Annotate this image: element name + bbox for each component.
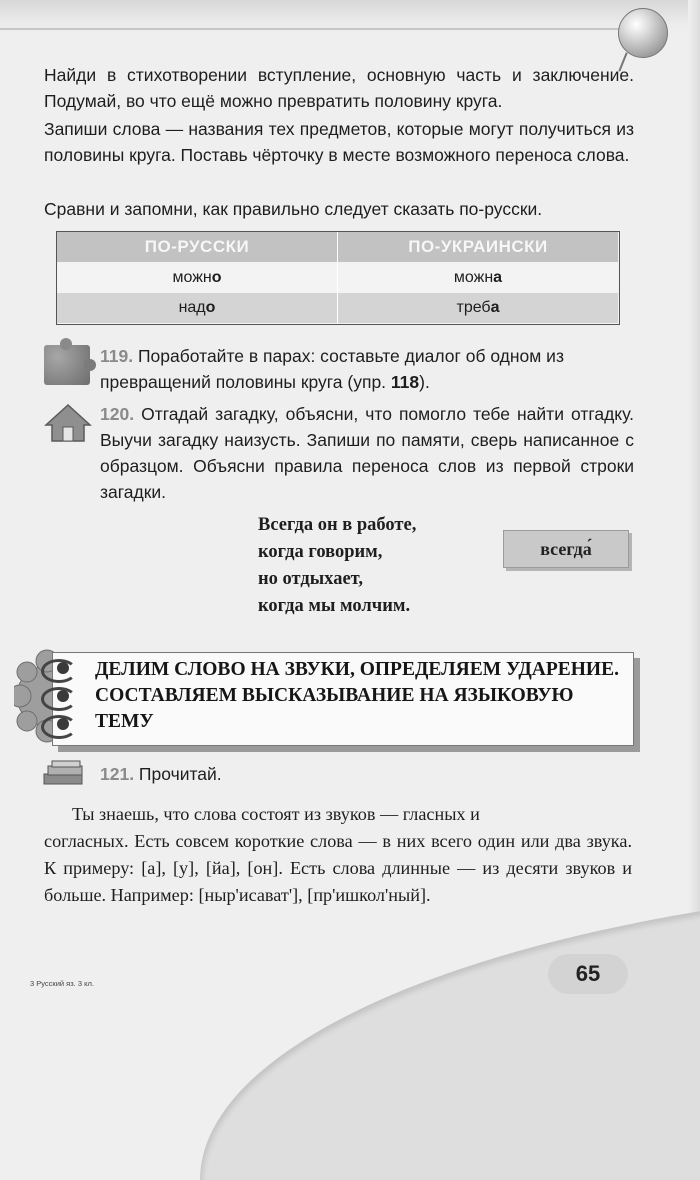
intro-paragraph-1: Найди в стихотворении вступление, основную часть и заключение. Подумай, во что ещё можно превратить половину круга.	[44, 65, 634, 111]
table-cell-ru-1	[57, 263, 337, 293]
exercise-number: 119.	[100, 346, 134, 366]
vocabulary-word-box: всегда́	[503, 530, 629, 568]
table-header-russian: ПО-РУССКИ	[57, 232, 337, 262]
riddle-poem	[258, 512, 416, 620]
cell-ending: а	[490, 299, 500, 316]
cell-stem: треб	[456, 299, 491, 316]
cell-ending: о	[205, 299, 216, 316]
riddle-line: когда говорим,	[258, 542, 383, 562]
cell-stem: над	[178, 299, 206, 316]
exercise-121	[100, 761, 634, 787]
binder-hole	[57, 662, 69, 674]
intro-paragraph-3: Сравни и запомни, как правильно следует сказать по-русски.	[44, 199, 543, 219]
house-icon	[44, 403, 92, 443]
comparison-table	[56, 231, 620, 325]
exercise-119	[100, 343, 634, 395]
table-header-ukrainian: ПО-УКРАИНСКИ	[338, 232, 618, 262]
intro-paragraph-2: Запиши слова — названия тех предметов, которые могут получиться из половины круга. Поставь чёрточку в месте возможного переноса слова.	[44, 119, 634, 165]
exercise-text-end: ).	[419, 372, 430, 392]
riddle-line: когда мы молчим.	[258, 596, 411, 616]
exercise-120	[100, 401, 634, 505]
exercise-text: Отгадай загадку, объясни, что помогло тебе найти отгадку. Выучи загадку наизусть. Запиши по памяти, сверь написанное с образцом. Объясни правила переноса слов из первой строки загадки.	[100, 404, 634, 502]
binder-hole	[57, 690, 69, 702]
section-banner	[52, 652, 634, 746]
page-number: 65	[548, 954, 628, 994]
binder-hole	[57, 718, 69, 730]
section-title: ДЕЛИМ СЛОВО НА ЗВУКИ, ОПРЕДЕЛЯЕМ УДАРЕНИЕ. СОСТАВЛЯЕМ ВЫСКАЗЫВАНИЕ НА ЯЗЫКОВУЮ ТЕМУ	[95, 659, 619, 732]
exercise-number: 120.	[100, 404, 135, 424]
books-icon	[42, 760, 86, 786]
table-cell-ua-1	[338, 263, 618, 293]
page-curl-decoration	[200, 880, 700, 1180]
cell-ending: о	[211, 269, 222, 286]
footer-note: 3 Русский яз. 3 кл.	[30, 979, 94, 988]
riddle-line: но отдыхает,	[258, 569, 363, 589]
header-divider	[0, 28, 640, 30]
exercise-text: Поработайте в парах: составьте диалог об одном из превращений половины круга (упр.	[100, 346, 564, 392]
cell-stem: можн	[453, 269, 494, 286]
exercise-text: Прочитай.	[134, 764, 222, 784]
cell-stem: можн	[172, 269, 212, 286]
riddle-line: Всегда он в работе,	[258, 515, 417, 535]
cell-ending: а	[493, 269, 503, 286]
exercise-number: 121.	[100, 764, 135, 784]
balloon-icon	[618, 8, 668, 58]
exercise-reference: 118	[390, 372, 420, 392]
table-cell-ua-2	[338, 293, 618, 323]
table-divider	[337, 232, 338, 324]
page-edge	[688, 0, 700, 1026]
puzzle-icon	[44, 345, 90, 385]
reading-text-line-1: Ты знаешь, что слова состоят из звуков — гласных и	[72, 804, 480, 824]
reading-text: согласных. Есть совсем короткие слова — в них всего один или два звука. К примеру: [а], [у], [йа], [он]. Есть слова длинные — из десяти звуков и больше. Например: [ныр'исават'], [пр'ишкол'ный].	[44, 831, 632, 905]
table-cell-ru-2	[57, 293, 337, 323]
